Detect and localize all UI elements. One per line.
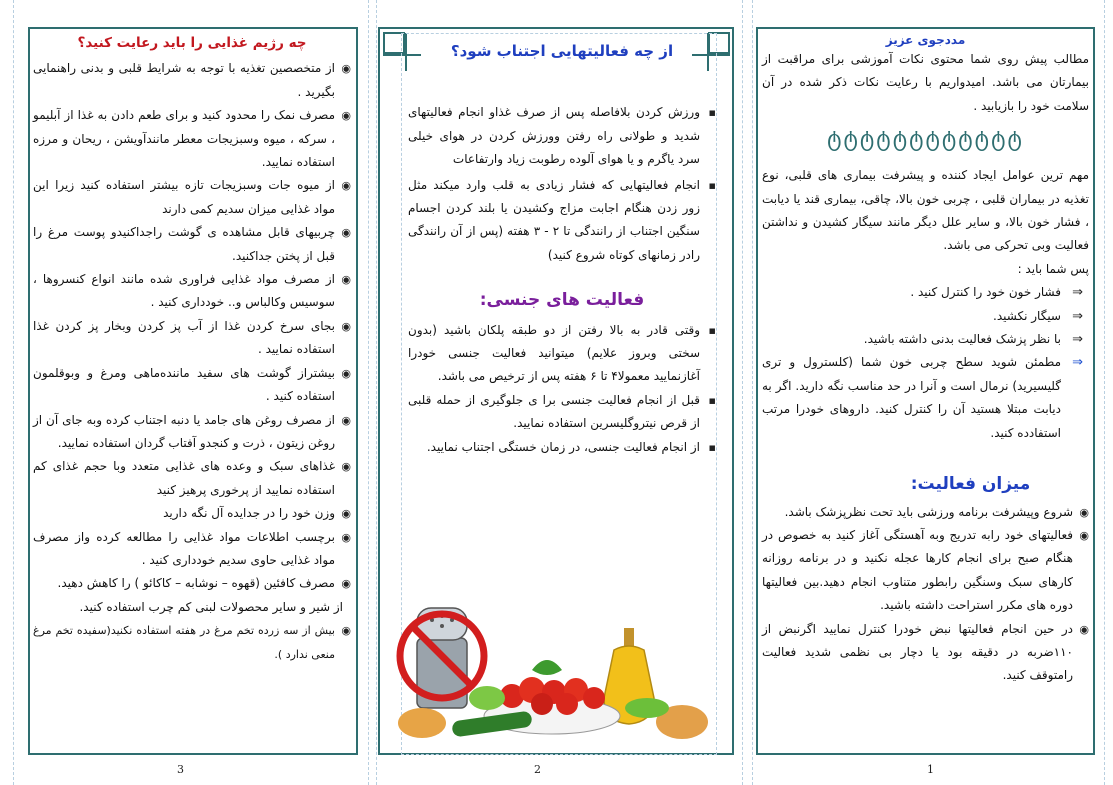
page-number: 3: [177, 763, 184, 776]
list-item: ◉ از متخصصین تغذیه با توجه به شرایط قلبی و بدنی راهنمایی بگیرید .: [33, 57, 351, 104]
intro-text: مطالب پیش روی شما محتوی نکات آموزشی برای مراقبت از بیمارتان می باشد. امیدواریم با رعایت نکات ذکر شده در آن سلامت خود را بازیابید .: [762, 52, 1089, 113]
list-item: ◉ در حین انجام فعالیتها نبض خودرا کنترل نمایید اگرنبض از ۱۱۰ضربه در دقیقه بود یا دچار بی نظمی شدید فعالیت رامتوقف کنید.: [762, 618, 1089, 688]
list-item: ▪ از انجام فعالیت جنسی، در زمان خستگی اجتناب نمایید.: [408, 436, 716, 459]
diet-plain-line: از شیر و سایر محصولات لبنی کم چرب استفاده کنید.: [79, 599, 343, 614]
list-item: ◉ از میوه جات وسبزیجات تازه بیشتر استفاده کنید زیرا این مواد غذایی میزان سدیم کمی دارند: [33, 174, 351, 221]
page-number: 2: [534, 763, 541, 776]
panel-separator: [742, 0, 743, 785]
list-item: ◉ بیشتراز گوشت های سفید ماننده‌ماهی ومرغ و وبوقلمون استفاده کنید .: [33, 362, 351, 409]
list-item: ◉ غذاهای سبک و وعده های غذایی متعدد وبا حجم غذای کم استفاده نمایید از پرخوری پرهیز کنید: [33, 455, 351, 502]
activity-list: [762, 501, 1089, 688]
panel-separator: [376, 0, 377, 785]
greeting: مددجوی عزیز: [885, 33, 966, 47]
list-item: ◉ چربیهای قابل مشاهده ی گوشت راجداکنیدو پوست مرغ را قبل از پختن جداکنید.: [33, 221, 351, 268]
list-item: ⇒ با نظر پزشک فعالیت بدنی داشته باشید.: [762, 328, 1083, 351]
list-item: ◉ بیش از سه زرده تخم مرغ در هفته استفاده نکنید(سفیده تخم مرغ منعی ندارد ).: [33, 619, 351, 666]
page-number: 1: [927, 763, 934, 776]
list-item: ⇒ فشار خون خود را کنترل کنید .: [762, 281, 1083, 304]
panel-separator: [1104, 0, 1105, 785]
list-item: ◉ وزن خود را در جدایده آل نگه دارید: [33, 502, 351, 525]
list-item: ⇒ سیگار نکشید.: [762, 305, 1083, 328]
food-illustration: [392, 598, 722, 748]
diet-title: چه رژیم غذایی را باید رعایت کنید؟: [77, 35, 307, 51]
activity-title: میزان فعالیت:: [910, 474, 1031, 495]
must-list: [762, 281, 1089, 445]
list-item: ◉ مصرف نمک را محدود کنید و برای طعم دادن به غذا از آبلیمو ، سرکه ، میوه وسبزیجات معطر مانندآویشن ، ریحان و مرزه استفاده نمایید.: [33, 104, 351, 174]
avoid-list: [408, 101, 716, 267]
risk-factors-text: مهم ترین عوامل ایجاد کننده و پیشرفت بیماری های قلبی، نوع تغذیه در بیماران قلبی ، چربی خون بالا، چاقی، بیماری قند یا دیابت ، فشار خون بالا، و سایر علل دیگر مانند سیگار کشیدن و نداشتن فعالیت وبی تحرکی می باشد.: [762, 168, 1089, 253]
list-item: ⇒ مطمئن شوید سطح چربی خون شما (کلسترول و تری گلیسیرید) نرمال است و آنرا در حد مناسب نگه دارید. اگر به دیابت مبتلا هستید آن را کنترل کنید. داروهای خودرا مرتب استفادده کنید.: [762, 351, 1083, 445]
list-item: ◉ مصرف کافئین (قهوه – نوشابه – کاکائو ) را کاهش دهید.: [33, 572, 351, 595]
must-label: پس شما باید :: [1017, 261, 1089, 276]
ornament-row: ტტტტტტტტტტტტ: [827, 127, 1024, 153]
sexual-activity-list: [408, 319, 716, 459]
panel-diet-content: [33, 32, 351, 666]
panel-separator: [13, 0, 14, 785]
list-item: ◉ شروع وپیشرفت برنامه ورزشی باید تحت نظرپزشک باشد.: [762, 501, 1089, 524]
list-item: ◉ برچسب اطلاعات مواد غذایی را مطالعه کرده واز مصرف مواد غذایی حاوی سدیم خودداری کنید .: [33, 526, 351, 573]
list-item: ◉ بجای سرخ کردن غذا از آب پز کردن وبخار پز کردن غذا استفاده نمایید .: [33, 315, 351, 362]
diet-list: [33, 57, 351, 595]
list-item: ▪ قبل از انجام فعالیت جنسی برا ی جلوگیری از حمله قلبی از قرص نیتروگلیسرین استفاده نمایید.: [408, 389, 716, 436]
avoid-title: از چه فعالیتهایی اجتناب شود؟: [450, 42, 674, 60]
list-item: ◉ فعالیتهای خود رابه تدریج وبه آهستگی آغاز کنید به خصوص در هنگام صبح برای انجام کارها عجله نکنید و در برنامه روزانه کارهای سبک وسنگین رابطور متناوب انجام دهید.بین فعالیتها دوره های مکرر استراحت داشته باشید.: [762, 524, 1089, 618]
panel-avoid-content: [408, 40, 716, 459]
panel-separator: [368, 0, 369, 785]
list-item: ◉ از مصرف مواد غذایی فراوری شده مانند انواع کنسروها ، سوسیس وکالباس و.. خودداری کنید .: [33, 268, 351, 315]
list-item: ▪ ورزش کردن بلافاصله پس از صرف غذاو انجام فعالیتهای شدید و طولانی راه رفتن وورزش کردن در هوای خیلی سرد یاگرم و یا هوای آلوده رطوبت زیاد وارتفاعات: [408, 101, 716, 171]
list-item: ▪ انجام فعالیتهایی که فشار زیادی به قلب وارد میکند مثل زور زدن هنگام اجابت مزاج وکشیدن یا بلند کردن اجسام سنگین اجتناب از رانندگی تا ۲ - ۳ هفته (پس از آن رانندگی رادر زمانهای کوتاه شروع کنید): [408, 174, 716, 268]
panel-separator: [752, 0, 753, 785]
panel-intro-content: [762, 32, 1089, 688]
list-item: ◉ از مصرف روغن های جامد یا دنبه اجتناب کرده وبه جای آن از روغن زیتون ، ذرت و کنجدو آفتاب گردان استفاده نمایید.: [33, 409, 351, 456]
list-item: ▪ وقتی قادر به بالا رفتن از دو طبقه پلکان باشید (بدون سختی وبروز علایم) میتوانید فعالیت جنسی خودرا آغازنمایید معمولا۴ تا ۶ هفته پس از ترخیص می باشد.: [408, 319, 716, 389]
sexual-activity-title: فعالیت های جنسی:: [479, 290, 645, 311]
